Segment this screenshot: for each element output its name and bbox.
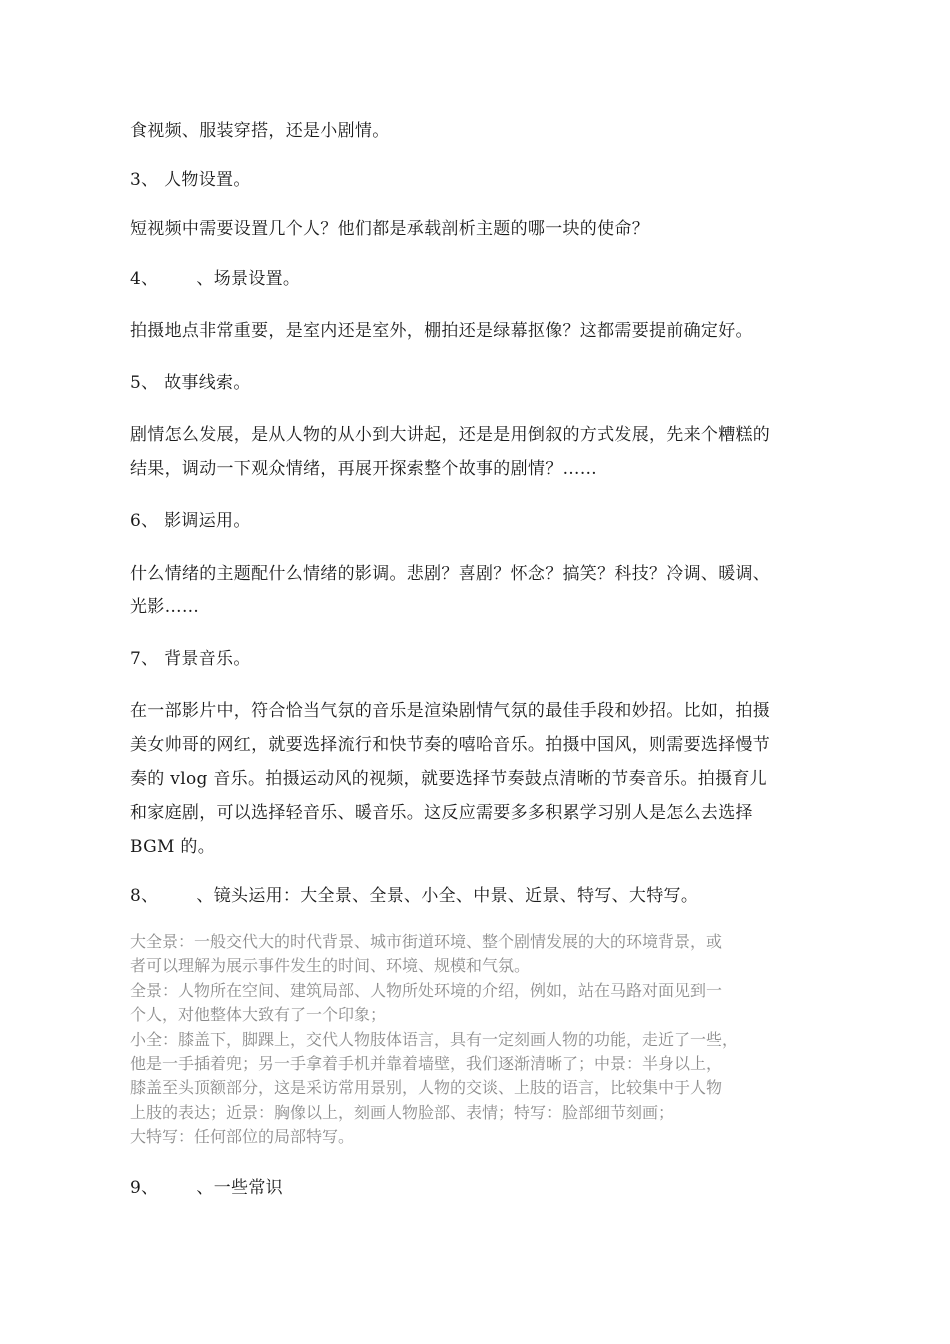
heading-tone-use: 6、 影调运用。 bbox=[130, 511, 251, 531]
shot-types-description bbox=[130, 930, 850, 1150]
shot-line: 大全景：一般交代大的时代背景、城市街道环境、整个剧情发展的大的环境背景，或 bbox=[130, 932, 723, 951]
paragraph-music-line-3: 奏的 vlog 音乐。拍摄运动风的视频，就要选择节奏鼓点清晰的节奏音乐。拍摄育儿 bbox=[130, 769, 767, 789]
shot-line: 大特写：任何部位的局部特写。 bbox=[130, 1127, 355, 1147]
paragraph-music-line-5: BGM 的。 bbox=[130, 837, 215, 857]
heading-number: 9、 bbox=[130, 1178, 159, 1198]
heading-text: 、一些常识 bbox=[196, 1178, 283, 1198]
shot-line: 膝盖至头顶额部分，这是采访常用景别，人物的交谈、上肢的语言，比较集中于人物 bbox=[130, 1078, 723, 1098]
shot-line: 他是一手插着兜；另一手拿着手机并靠着墙壁，我们逐渐清晰了；中景：半身以上， bbox=[130, 1054, 723, 1074]
paragraph-music-line-1: 在一部影片中，符合恰当气氛的音乐是渲染剧情气氛的最佳手段和妙招。比如，拍摄 bbox=[130, 701, 771, 721]
paragraph-story-line-1: 剧情怎么发展，是从人物的从小到大讲起，还是是用倒叙的方式发展，先来个糟糕的 bbox=[130, 425, 771, 445]
heading-background-music: 7、 背景音乐。 bbox=[130, 649, 251, 669]
paragraph-intro-continued: 食视频、服装穿搭，还是小剧情。 bbox=[130, 121, 390, 141]
heading-text: 、镜头运用：大全景、全景、小全、中景、近景、特写、大特写。 bbox=[196, 886, 699, 906]
paragraph-music-line-2: 美女帅哥的网红，就要选择流行和快节奏的嘻哈音乐。拍摄中国风，则需要选择慢节 bbox=[130, 735, 771, 755]
shot-line: 上肢的表达；近景：胸像以上，刻画人物脸部、表情；特写：脸部细节刻画； bbox=[130, 1102, 675, 1122]
heading-character-setup: 3、 人物设置。 bbox=[130, 170, 251, 190]
shot-line: 个人，对他整体大致有了一个印象； bbox=[130, 1005, 387, 1025]
shot-line: 小全：膝盖下，脚踝上，交代人物肢体语言，具有一定刻画人物的功能，走近了一些， bbox=[130, 1029, 739, 1049]
paragraph-music-line-4: 和家庭剧，可以选择轻音乐、暖音乐。这反应需要多多积累学习别人是怎么去选择 bbox=[130, 803, 753, 823]
heading-text: 、场景设置。 bbox=[196, 269, 301, 289]
shot-line: 者可以理解为展示事件发生的时间、环境、规模和气氛。 bbox=[130, 956, 531, 976]
heading-common-knowledge bbox=[130, 1180, 283, 1197]
heading-story-clues: 5、 故事线索。 bbox=[130, 373, 251, 393]
paragraph-tone-line-1: 什么情绪的主题配什么情绪的影调。悲剧？喜剧？怀念？搞笑？科技？冷调、暖调、 bbox=[130, 564, 771, 584]
heading-number: 8、 bbox=[130, 886, 159, 906]
shot-line: 全景：人物所在空间、建筑局部、人物所处环境的介绍，例如，站在马路对面见到一 bbox=[130, 980, 723, 1000]
paragraph-story-line-2: 结果，调动一下观众情绪，再展开探索整个故事的剧情？…… bbox=[130, 459, 598, 479]
paragraph-scene-setup: 拍摄地点非常重要，是室内还是室外，棚拍还是绿幕抠像？这都需要提前确定好。 bbox=[130, 321, 753, 341]
heading-shot-use bbox=[130, 888, 698, 905]
paragraph-tone-line-2: 光影…… bbox=[130, 597, 200, 617]
heading-scene-setup bbox=[130, 271, 300, 288]
paragraph-character-setup: 短视频中需要设置几个人？他们都是承载剖析主题的哪一块的使命？ bbox=[130, 219, 649, 239]
heading-number: 4、 bbox=[130, 269, 159, 289]
